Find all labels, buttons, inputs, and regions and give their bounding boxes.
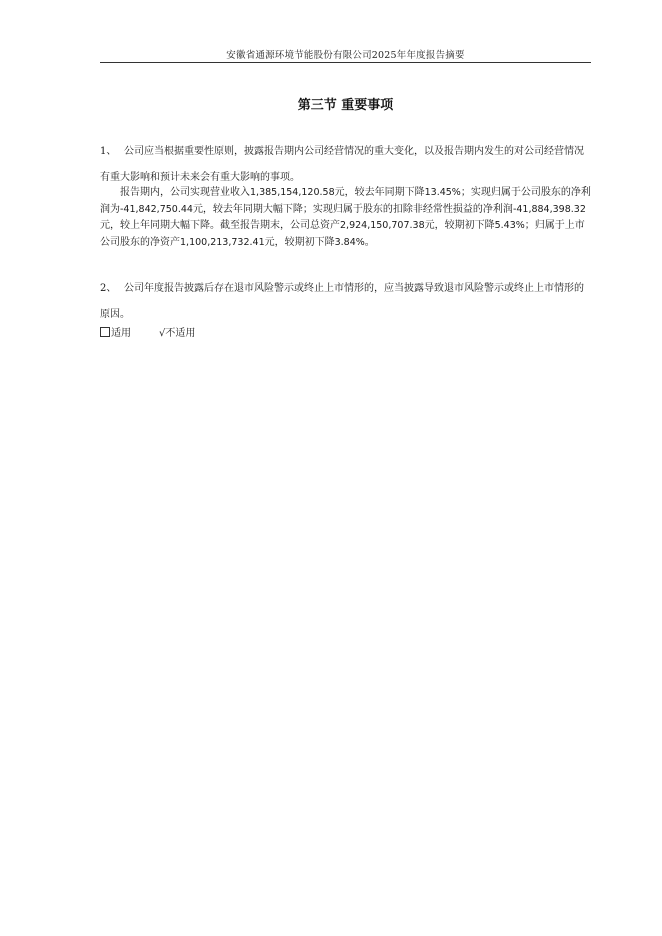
section-title: 第三节 重要事项 bbox=[297, 98, 394, 113]
assets-change-value: 5.43% bbox=[494, 220, 525, 231]
detail-text: 。 bbox=[364, 236, 375, 248]
detail-text: 元，较期初下降 bbox=[264, 236, 335, 248]
detail-text: ；实现归属于公司股东的净利润为 bbox=[100, 187, 591, 215]
page-header-title: 安徽省通源环境节能股份有限公司2025年年度报告摘要 bbox=[226, 50, 465, 61]
item-1-paragraph bbox=[100, 139, 591, 191]
item-1-detail-paragraph bbox=[100, 185, 591, 251]
detail-text: 元，较去年同期下降 bbox=[334, 187, 425, 198]
net-assets-change-value: 3.84% bbox=[334, 236, 365, 248]
detail-text: 元，较上年同期大幅下降。截至报告期末，公司总资产 bbox=[100, 220, 340, 231]
item-2-number: 2、 bbox=[100, 283, 117, 294]
applicability-options bbox=[100, 326, 591, 342]
detail-text: ；归属于上市公司股东的净资产 bbox=[100, 220, 585, 248]
item-2-paragraph bbox=[100, 276, 591, 328]
header-divider bbox=[100, 62, 591, 63]
checkmark-icon: √ bbox=[159, 328, 166, 339]
revenue-value: 1,385,154,120.58 bbox=[250, 187, 335, 198]
item-1-number: 1、 bbox=[100, 146, 117, 157]
detail-text: 元，较去年同期大幅下降；实现归属于股东的扣除非经常性损益的净利润 bbox=[192, 203, 513, 215]
revenue-change-value: 13.45% bbox=[424, 187, 461, 198]
detail-text: 元，较期初下降 bbox=[424, 220, 495, 231]
not-applicable-label: 不适用 bbox=[165, 328, 196, 339]
net-profit-value: -41,842,750.44 bbox=[120, 203, 193, 215]
item-1-text: 公司应当根据重要性原则，披露报告期内公司经营情况的重大变化，以及报告期内发生的对公司经营情况有重大影响和预计未来会有重大影响的事项。 bbox=[100, 146, 584, 183]
total-assets-value: 2,924,150,707.38 bbox=[340, 220, 425, 231]
item-2-text: 公司年度报告披露后存在退市风险警示或终止上市情形的，应当披露导致退市风险警示或终止上市情形的原因。 bbox=[100, 283, 584, 320]
net-assets-value: 1,100,213,732.41 bbox=[180, 236, 265, 248]
applicable-checkbox-icon bbox=[100, 327, 110, 337]
applicable-label: 适用 bbox=[111, 328, 131, 339]
net-profit-deducted-value: -41,884,398.32 bbox=[512, 203, 586, 215]
detail-text: 报告期内，公司实现营业收入 bbox=[120, 187, 250, 198]
